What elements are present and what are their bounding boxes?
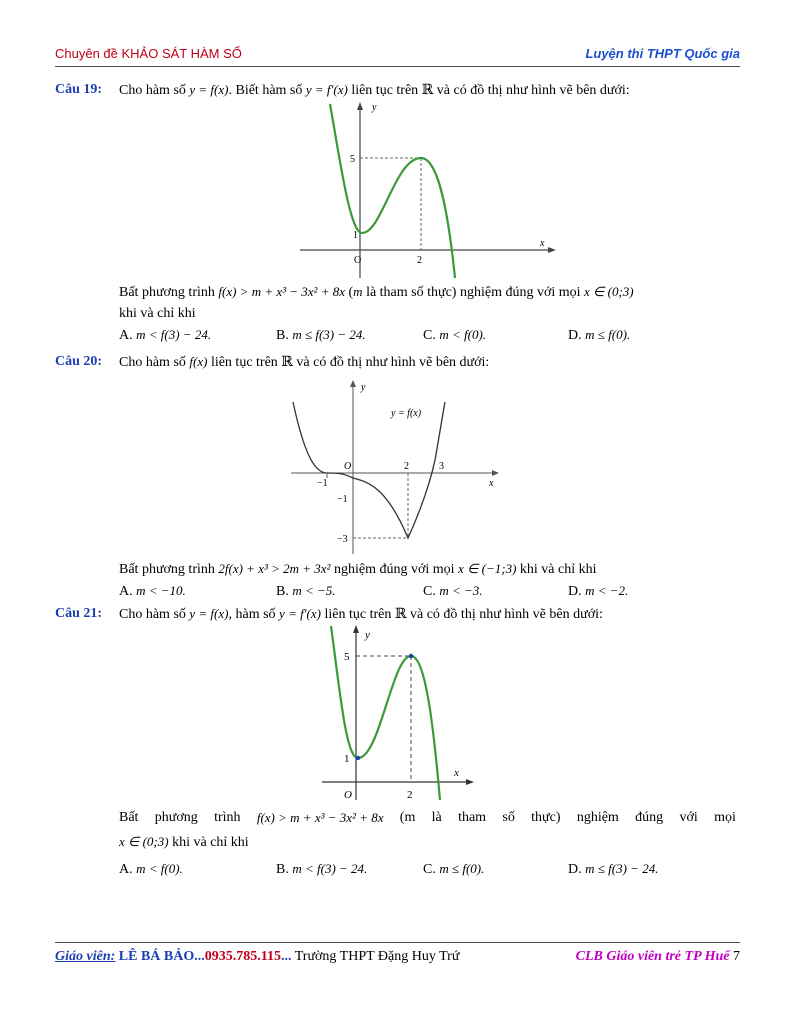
q19-ineq-a: Bất phương trình	[119, 285, 219, 300]
page-header	[55, 46, 740, 67]
footer-club-name: CLB Giáo viên trẻ TP Huế	[575, 949, 730, 964]
q21-tick-x2: 2	[407, 789, 413, 801]
q19-option-a-text: m < f(3) − 24.	[136, 327, 212, 342]
q21-option-b[interactable]	[276, 861, 367, 878]
q21-tick-y5: 5	[344, 651, 350, 663]
q21-ineq-math: f(x) > m + x³ − 3x² + 8x	[256, 810, 384, 825]
q21-tick-y1: 1	[344, 753, 350, 765]
q20-curve-label: y = f(x)	[391, 408, 422, 419]
q20-func: f(x)	[189, 354, 208, 369]
q20-option-c-letter: C.	[423, 584, 436, 599]
q19-stem-a: Cho hàm số	[119, 83, 190, 98]
q20-y-arrow-icon	[350, 380, 356, 387]
q21-word-9: thực)	[531, 810, 561, 825]
q21-option-b-letter: B.	[276, 862, 289, 877]
q20-option-b-letter: B.	[276, 584, 289, 599]
q21-func: y = f(x)	[189, 606, 229, 621]
footer-page-number: 7	[729, 949, 740, 964]
q20-ineq-c: khi và chỉ khi	[516, 562, 597, 577]
q19-curve	[330, 104, 455, 278]
q19-stem-c: liên tục trên ℝ và có đồ thị như hình vẽ bên dưới:	[347, 83, 630, 98]
q19-option-c[interactable]	[423, 327, 486, 344]
q19-origin: O	[354, 255, 362, 266]
q21-inequality	[119, 810, 736, 826]
q19-line2: khi và chỉ khi	[119, 306, 196, 321]
q20-ineq-domain: x ∈ (−1;3)	[458, 561, 517, 576]
footer-teacher	[55, 949, 459, 965]
q20-tick-x2: 2	[404, 461, 409, 472]
q19-option-c-text: m < f(0).	[439, 327, 487, 342]
q20-option-c-text: m < −3.	[439, 583, 483, 598]
q20-label: Câu 20:	[55, 354, 103, 369]
q21-label: Câu 21:	[55, 606, 103, 621]
q21-option-b-text: m < f(3) − 24.	[292, 861, 368, 876]
footer-teacher-label: Giáo viên:	[55, 949, 116, 964]
q20-inequality	[119, 561, 597, 578]
q21-stem-d: và có đồ thị như hình vẽ bên dưới:	[406, 607, 603, 622]
q19-option-b-text: m ≤ f(3) − 24.	[292, 327, 366, 342]
q19-option-d-letter: D.	[568, 328, 582, 343]
q19-label-x: x	[540, 238, 545, 249]
q19-stem-b: . Biết hàm số	[228, 83, 306, 98]
q21-option-c-text: m ≤ f(0).	[439, 861, 485, 876]
q19-stem	[119, 82, 630, 99]
footer-school: Trường THPT Đặng Huy Trứ	[291, 949, 460, 964]
footer-teacher-name: LÊ BÁ BẢO	[115, 949, 195, 964]
q21-word-12: với	[679, 810, 698, 825]
q19-tick-x2: 2	[417, 255, 422, 266]
q19-tick-y5: 5	[350, 154, 355, 165]
q21-real-glyph: ℝ	[394, 607, 407, 622]
q19-ineq-m: m	[353, 284, 363, 299]
q21-max-point	[409, 654, 413, 658]
q20-tick-xm1: −1	[317, 478, 328, 489]
q21-option-c-letter: C.	[423, 862, 436, 877]
q19-tick-y1: 1	[353, 230, 358, 241]
q21-line2	[119, 834, 249, 851]
footer-dots-1: ...	[194, 949, 205, 964]
q21-label-x: x	[454, 767, 459, 779]
q20-x-arrow-icon	[492, 470, 499, 476]
q19-option-b[interactable]	[276, 327, 366, 344]
q19-label: Câu 19:	[55, 82, 103, 97]
q21-option-a[interactable]	[119, 861, 183, 878]
q21-ineq-domain: x ∈ (0;3)	[119, 834, 169, 849]
q19-ineq-c: là tham số thực) nghiệm đúng với mọi	[362, 285, 585, 300]
q21-y-arrow-icon	[353, 625, 359, 633]
q19-option-d[interactable]	[568, 327, 630, 344]
page-footer	[55, 942, 740, 964]
q21-word-2: phương	[154, 810, 198, 825]
q20-ineq-a: Bất phương trình	[119, 562, 219, 577]
q19-deriv: y = f′(x)	[305, 82, 348, 97]
q21-origin: O	[344, 789, 352, 801]
q19-ineq-math: f(x) > m + x³ − 3x² + 8x	[218, 284, 345, 299]
q20-stem-a: Cho hàm số	[119, 355, 190, 370]
q21-x-arrow-icon	[466, 779, 474, 785]
q21-option-d-letter: D.	[568, 862, 582, 877]
q21-option-d[interactable]	[568, 861, 658, 878]
q19-inequality	[119, 284, 634, 301]
q20-origin: O	[344, 461, 352, 472]
q20-option-d-text: m < −2.	[585, 583, 629, 598]
q19-graph	[290, 100, 560, 282]
q21-word-8: số	[502, 810, 515, 825]
q19-option-d-text: m ≤ f(0).	[585, 327, 631, 342]
q21-word-13: mọi	[714, 810, 736, 825]
q20-option-b-text: m < −5.	[292, 583, 336, 598]
q21-stem-b: , hàm số	[228, 607, 280, 622]
q20-option-c[interactable]	[423, 583, 483, 600]
q21-graph	[318, 622, 478, 802]
q21-min-point	[356, 756, 360, 760]
q21-word-3: trình	[214, 810, 241, 825]
q21-stem-c: liên tục trên	[320, 607, 395, 622]
q20-tick-x3: 3	[439, 461, 444, 472]
q20-option-b[interactable]	[276, 583, 336, 600]
q20-option-a-text: m < −10.	[136, 583, 186, 598]
q20-label-y: y	[361, 382, 366, 393]
q21-stem	[119, 606, 603, 623]
footer-dots-2: ...	[280, 949, 292, 964]
q19-option-a[interactable]	[119, 327, 211, 344]
q20-tick-ym1: −1	[337, 494, 348, 505]
q21-word-11: đúng	[635, 810, 664, 825]
q20-tick-ym3: −3	[337, 534, 348, 545]
q19-ineq-domain: x ∈ (0;3)	[584, 284, 634, 299]
q21-option-a-text: m < f(0).	[136, 861, 183, 876]
q21-deriv: y = f′(x)	[279, 606, 321, 621]
header-course: Luyện thi THPT Quốc gia	[585, 46, 740, 61]
q19-option-a-letter: A.	[119, 328, 133, 343]
q20-option-a[interactable]	[119, 583, 186, 600]
q21-option-c[interactable]	[423, 861, 484, 878]
q21-line2-rest: khi và chỉ khi	[168, 835, 249, 850]
q21-option-d-text: m ≤ f(3) − 24.	[585, 861, 659, 876]
q19-func: y = f(x)	[189, 82, 229, 97]
q20-stem-b: liên tục trên ℝ và có đồ thị như hình vẽ bên dưới:	[207, 355, 490, 370]
q21-stem-a: Cho hàm số	[119, 607, 190, 622]
q19-ineq-b: (	[345, 285, 354, 300]
q19-option-c-letter: C.	[423, 328, 436, 343]
q20-curve	[293, 402, 445, 538]
q19-label-y: y	[372, 102, 377, 113]
q20-graph	[287, 378, 502, 556]
q20-label-x: x	[489, 478, 494, 489]
q21-word-7: tham	[458, 810, 487, 825]
q20-stem	[119, 354, 489, 371]
q21-word-10: nghiệm	[576, 810, 619, 825]
q19-x-arrow-icon	[548, 247, 556, 253]
q20-ineq-math: 2f(x) + x³ > 2m + 3x²	[218, 561, 331, 576]
q20-ineq-b: nghiệm đúng với mọi	[330, 562, 459, 577]
q20-option-a-letter: A.	[119, 584, 133, 599]
q21-word-5: (m	[399, 810, 416, 825]
footer-phone: 0935.785.115	[204, 949, 281, 964]
q21-word-6: là	[431, 810, 442, 825]
q19-y-arrow-icon	[357, 102, 363, 110]
q21-word-1: Bất	[119, 810, 139, 825]
q21-label-y: y	[365, 629, 370, 641]
q21-option-a-letter: A.	[119, 862, 133, 877]
q20-option-d-letter: D.	[568, 584, 582, 599]
header-topic: Chuyên đề KHẢO SÁT HÀM SỐ	[55, 46, 242, 61]
q19-option-b-letter: B.	[276, 328, 289, 343]
footer-club	[576, 949, 740, 965]
q20-option-d[interactable]	[568, 583, 628, 600]
